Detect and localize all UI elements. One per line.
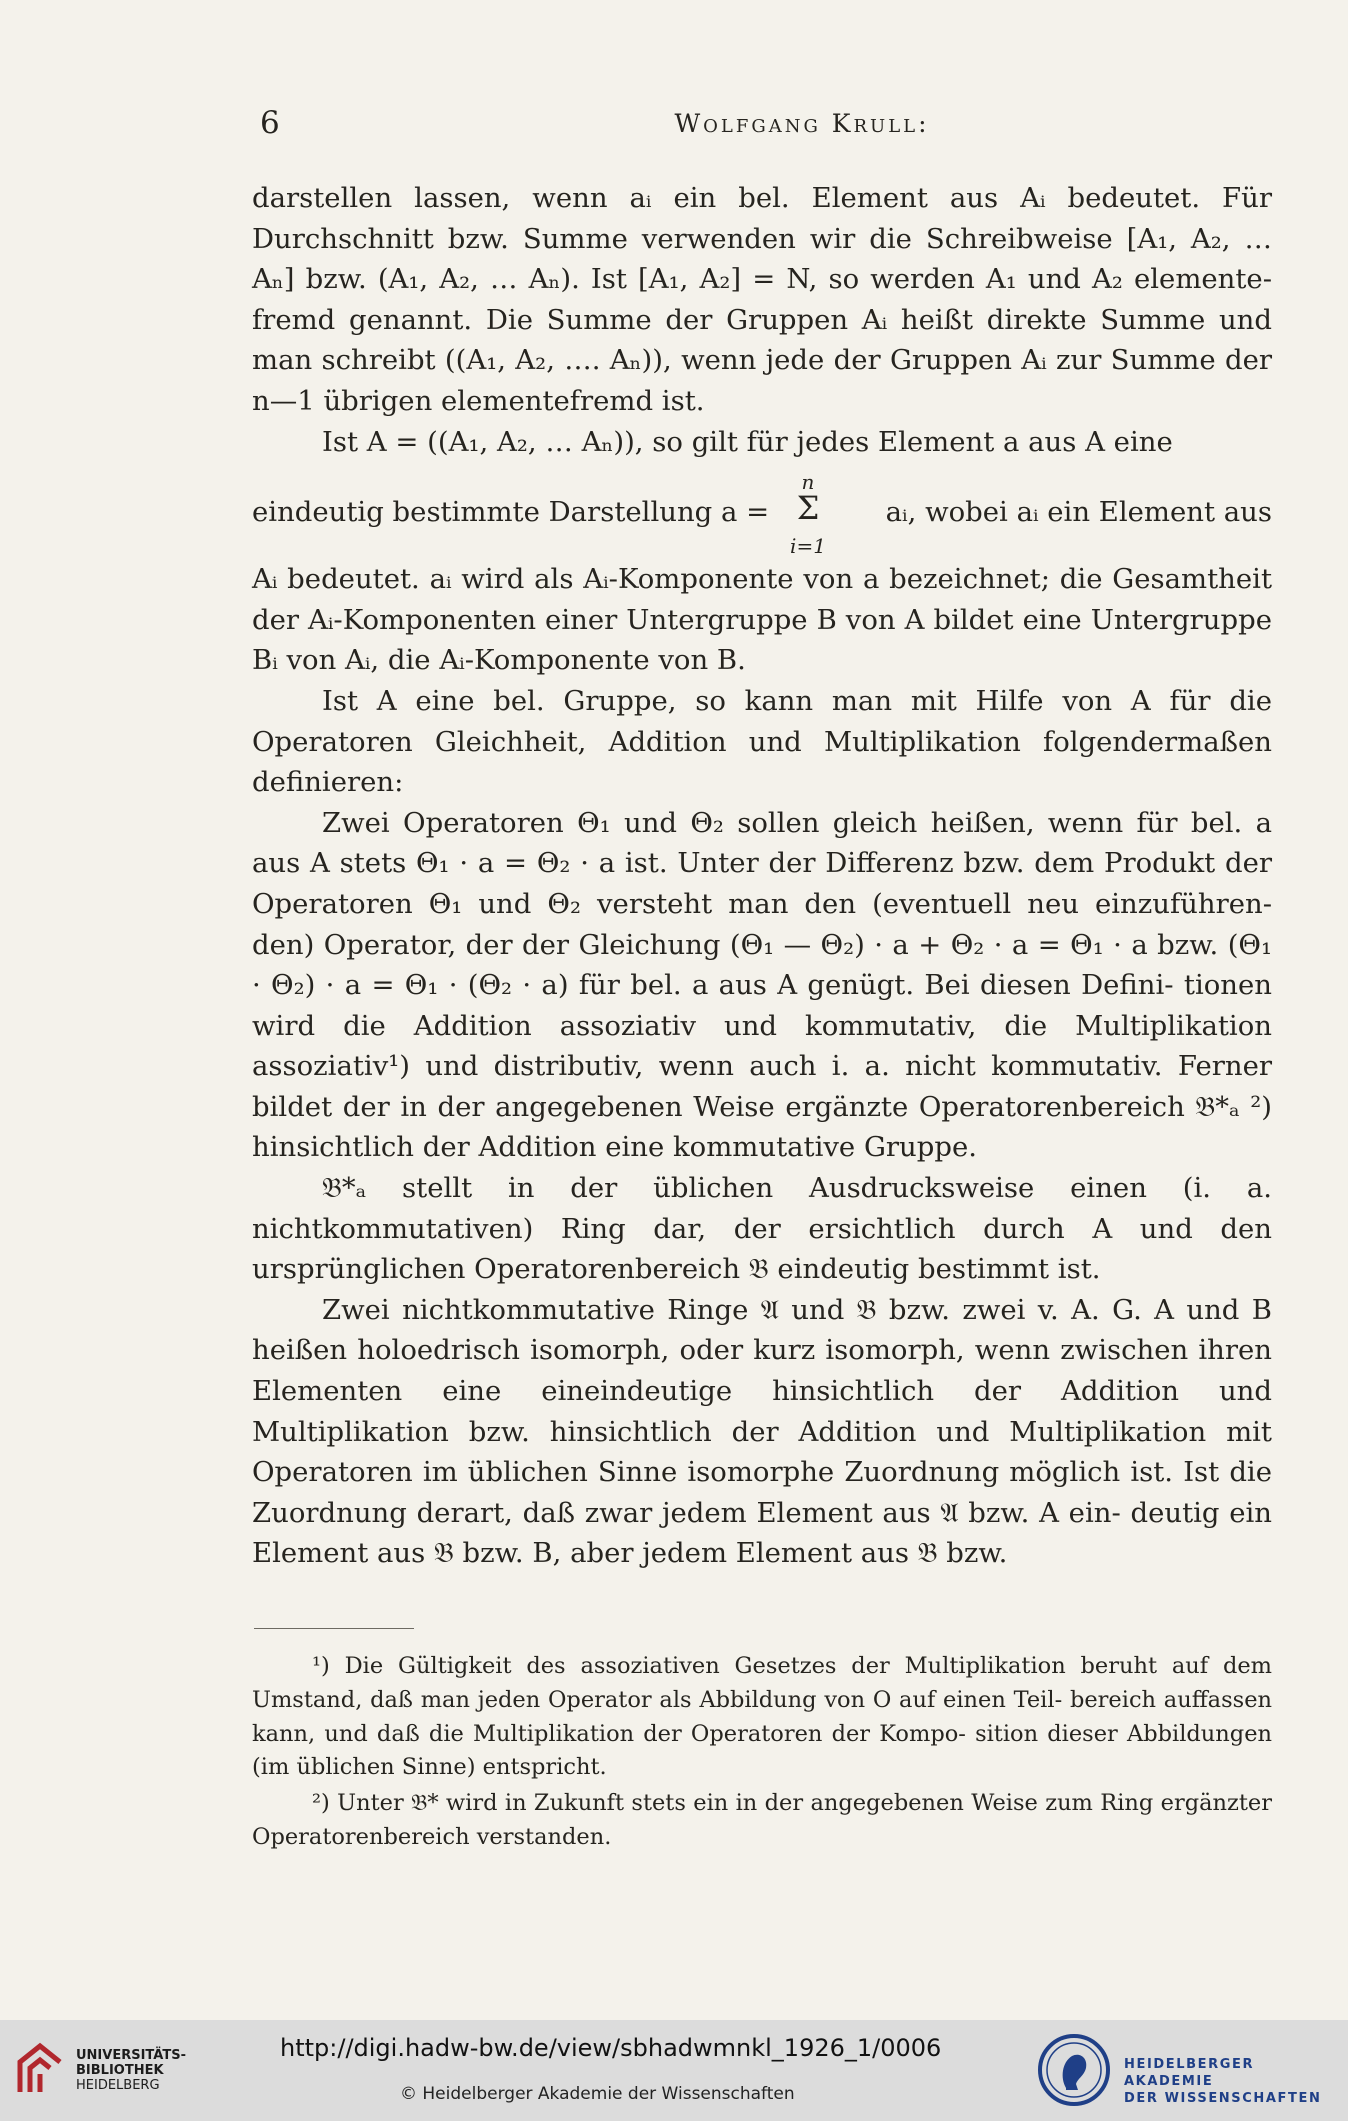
academy-logo-line-2: DER WISSENSCHAFTEN (1124, 2091, 1322, 2106)
footnote-line: bereich auffassen kann, und daß die Multiplikation der Operatoren der Kompo- (252, 1686, 1272, 1747)
footnote-line: sition dieser Abbildungen (im üblichen Sinne) entspricht. (252, 1720, 1273, 1781)
sum-line-left-text: eindeutig bestimmte Darstellung a = (252, 496, 770, 529)
text-line: Gesamtheit der Aᵢ-Komponenten einer Untergruppe B von A bildet (252, 563, 1272, 636)
text-line: den) Operator, der der Gleichung (Θ₁ — Θ₂) · a + Θ₂ · a = Θ₁ · a bzw. (252, 928, 1219, 961)
copyright-notice: © Heidelberger Akademie der Wissenschaften (400, 2084, 795, 2104)
library-logo-line-2: BIBLIOTHEK (76, 2063, 164, 2078)
text-line: der Operatoren Θ₁ und Θ₂ versteht man den (eventuell neu einzuführen- (252, 847, 1272, 920)
footnote-line: Ring ergänzter Operatorenbereich verstanden. (252, 1790, 1272, 1850)
page-number: 6 (260, 105, 280, 141)
viewer-footer (0, 2020, 1348, 2121)
text-line: Aᵢ bedeutet. aᵢ wird als Aᵢ-Komponente von a bezeichnet; die (252, 563, 1103, 596)
body-paragraph (252, 1168, 1272, 1290)
footnotes (252, 1650, 1272, 1857)
sum-formula-line (252, 462, 1272, 559)
body-paragraph (252, 803, 1272, 1168)
text-line: und den ursprünglichen Operatorenbereich 𝔅 eindeutig (252, 1212, 1272, 1286)
text-line: und man schreibt ((A₁, A₂, …. Aₙ)), wenn jede der Gruppen Aᵢ zur (252, 303, 1272, 377)
library-logo[interactable] (14, 2040, 184, 2100)
text-line: und Multiplikation bzw. hinsichtlich der Addition und Multiplikation (252, 1375, 1272, 1448)
library-emblem-icon (14, 2042, 66, 2096)
text-line: assoziativ¹) und distributiv, wenn auch i. a. nicht kommutativ. Ferner (252, 1050, 1272, 1083)
text-line: aus A stets Θ₁ · a = Θ₂ · a ist. Unter der Differenz bzw. dem Produkt (252, 847, 1216, 880)
academy-logo[interactable] (1036, 2032, 1336, 2112)
academy-logo-line-1: HEIDELBERGER AKADEMIE (1124, 2057, 1255, 2089)
page-header (252, 105, 1272, 145)
body-paragraph (252, 681, 1272, 803)
footnote-line: dem Umstand, daß man jeden Operator als Abbildung von O auf einen Teil- (252, 1653, 1272, 1713)
text-line: mit Operatoren im üblichen Sinne isomorphe Zuordnung möglich ist. (252, 1415, 1272, 1489)
body-paragraph (252, 422, 1272, 463)
text-line: Ist die Zuordnung derart, daß zwar jedem Element aus 𝔄 bzw. A ein- (252, 1456, 1273, 1529)
sum-line-right-text: aᵢ, wobei aᵢ ein Element aus (885, 496, 1272, 529)
text-line: Ist A eine bel. Gruppe, so kann man mit Hilfe von A für die (322, 684, 1272, 717)
footnote-line: ¹) Die Gültigkeit des assoziativen Gesetzes der Multiplikation beruht auf (312, 1653, 1209, 1679)
body-paragraph (252, 178, 1272, 422)
text-line: bzw. (A₁, A₂, … Aₙ). Ist [A₁, A₂] = N, so werden A₁ und A₂ elemente- (305, 263, 1272, 296)
text-line: tionen wird die Addition assoziativ und kommutativ, die Multiplikation (252, 969, 1272, 1042)
text-line: Operatoren Gleichheit, Addition und Multiplikation folgendermaßen (252, 725, 1272, 758)
footnote-line: ²) Unter 𝔅* wird in Zukunft stets ein in der angegebenen Weise zum (312, 1790, 1093, 1817)
text-line: Durchschnitt bzw. Summe verwenden wir die Schreibweise [A₁, A₂, … Aₙ] (252, 222, 1272, 296)
library-logo-line-3: HEIDELBERG (76, 2078, 160, 2093)
summation-lower-limit: i=1 (790, 534, 826, 559)
text-line: B heißen holoedrisch isomorph, oder kurz isomorph, wenn (252, 1293, 1272, 1367)
text-line: Ist A = ((A₁, A₂, … Aₙ)), so gilt für jedes Element a aus A eine (322, 425, 1173, 458)
text-line: Zwei nichtkommutative Ringe 𝔄 und 𝔅 bzw. zwei v. A. G. A und (322, 1293, 1240, 1326)
text-line: 𝔅*ₐ stellt in der üblichen Ausdrucksweise einen (i. a. (322, 1172, 1272, 1205)
text-line: bestimmt ist. (918, 1253, 1101, 1286)
text-line: bildet der in der angegebenen Weise ergänzte Operatorenbereich 𝔅*ₐ ²) (252, 1090, 1272, 1123)
text-line: deutig ein Element aus 𝔅 bzw. B, aber jedem Element aus 𝔅 bzw. (252, 1496, 1273, 1570)
body-paragraph (252, 1290, 1272, 1574)
text-line: eine Untergruppe Bᵢ von Aᵢ, die Aᵢ-Komponente von B. (252, 603, 1272, 677)
academy-seal-icon (1036, 2032, 1112, 2108)
text-line: fremd genannt. Die Summe der Gruppen Aᵢ heißt direkte Summe (252, 303, 1206, 336)
text-line: hinsichtlich der Addition eine kommutative Gruppe. (252, 1131, 977, 1164)
permalink-url[interactable]: http://digi.hadw-bw.de/view/sbhadwmnkl_1926_1/0006 (280, 2034, 942, 2062)
text-line: nichtkommutativen) Ring dar, der ersichtlich durch A (252, 1212, 1113, 1245)
text-line: (Θ₁ · Θ₂) · a = Θ₁ · (Θ₂ · a) für bel. a aus A genügt. Bei diesen Defini- (252, 928, 1272, 1002)
footnote-rule (254, 1628, 414, 1629)
text-line: zwischen ihren Elementen eine eineindeutige hinsichtlich der Addition (252, 1334, 1272, 1408)
running-head: Wolfgang Krull: (674, 109, 930, 138)
summation-sign: Σ (796, 489, 820, 528)
text-line: darstellen lassen, wenn aᵢ ein bel. Element aus Aᵢ bedeutet. Für (252, 182, 1272, 214)
library-logo-line-1: UNIVERSITÄTS- (76, 2048, 186, 2063)
text-line: Summe der n—1 übrigen elementefremd ist. (252, 344, 1272, 417)
body-paragraph (252, 559, 1272, 681)
text-line: Zwei Operatoren Θ₁ und Θ₂ sollen gleich heißen, wenn für bel. a (322, 806, 1272, 839)
body-text (252, 178, 1272, 1574)
footnote (252, 1650, 1272, 1785)
text-line: definieren: (252, 766, 404, 799)
summation-upper-limit: n (801, 470, 815, 495)
footnote (252, 1787, 1272, 1855)
